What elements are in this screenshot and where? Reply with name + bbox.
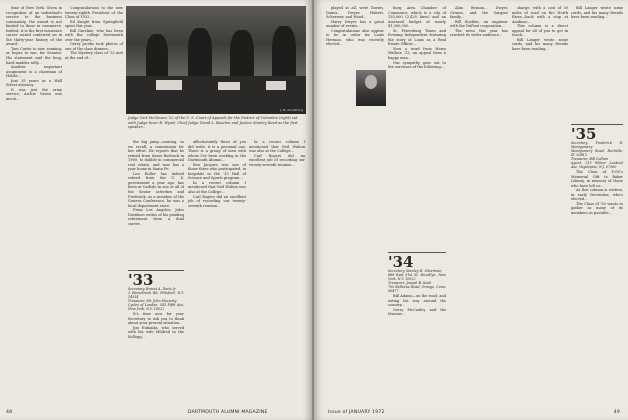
paragraph: Harry Dwyer has a great number of events... xyxy=(326,19,384,29)
paragraph: Carl Rogers did an excellent job of recording our twenty-seventh reunion... xyxy=(249,153,305,167)
paragraph: played at all, were Davies, Damiz, Dwyer, Hubert, Schermer, and Wood... xyxy=(326,6,384,20)
right-column-3 xyxy=(450,6,508,401)
right-column-5b xyxy=(571,170,623,402)
paragraph: Alan Benson... Dwyer, Grimes, and the Sargent family... xyxy=(450,6,508,20)
left-footer-title: DARTMOUTH ALUMNI MAGAZINE xyxy=(188,410,268,415)
class-secretary: Secretary, Frederick R. Montgomery xyxy=(571,141,623,149)
paragraph: It was just the army service, Archie Green was much... xyxy=(6,87,62,101)
paragraph: As this column is written, in early December, who's elected... xyxy=(571,188,623,202)
paragraph: Bill Langer wrote some cards, and his many friends have been reading... xyxy=(571,6,623,20)
paragraph: From Los Angeles, Jules Davidson writes of his pending retirement from a dual career... xyxy=(128,208,184,226)
left-column-2 xyxy=(65,6,123,401)
paragraph: Congratulations also appear to be in order for Louis Herman, who was recently elected... xyxy=(326,28,384,47)
right-column-5 xyxy=(571,6,623,120)
paragraph: The Class of '35 wants to gather as many of its members as possible... xyxy=(571,201,623,215)
right-page xyxy=(314,0,628,420)
class-address: 3 Stonebrook Rd, Pittsford, N.Y. 14534 xyxy=(128,291,184,299)
paragraph: burg Area Chamber of Commerce, which is a city of 135,000 (2,435 lines) and an assessed budget of nearly $1,300,000... xyxy=(388,6,446,29)
paragraph: Bill Adams—on the road, and eating his way around the country... xyxy=(388,294,446,308)
right-footer-title: Issue of JANUARY 1972 xyxy=(328,410,385,415)
class-agent-address: 700 Bellevue Road, Orange, Conn. 06477 xyxy=(388,285,446,293)
paragraph: Congratulations to the new twenty-eighth President of the Class of 1932... xyxy=(65,6,123,20)
paragraph: Ed Knight from Springfield spent this year... xyxy=(65,19,123,29)
paragraph: Bill Koehler, an engineer with the DuPont corporation... xyxy=(450,19,508,29)
paragraph: This column is a direct appeal for all of you to get in touch... xyxy=(512,24,568,38)
class-35-header xyxy=(571,122,623,169)
paragraph: The news this year has reached its wider audience... xyxy=(450,28,508,38)
paragraph: Tom Curtis is now running, or hopes to run, for Senator. His statement said the long, hard mudder rally... xyxy=(6,46,62,65)
paragraph: Lou Roller has indeed retired from the U. S. government a year ago, has been at Carlisle in one or all of the Senior activities and Frederick, as a member of the Geneva Conference, he was a local department store. xyxy=(128,171,184,208)
class-agent-address: Cycles of London, 543 Fifth Ave, New York, N.Y. 10022 xyxy=(128,303,184,311)
paragraph: Just 35 years as a Wall Street attorney. xyxy=(6,78,62,88)
paragraph: Bill Gorsline, who has been with the college Dartmouth over the years... xyxy=(65,28,123,42)
paragraph: Gerry Jacobs took photos of one of the class dinners... xyxy=(65,42,123,51)
left-column-4 xyxy=(188,140,246,402)
paragraph: affectionately three of you did write, it is a personal one. There is a group of men with whom I've been working in the Dartmouth Alumni... xyxy=(188,140,246,163)
paragraph: charge, with a cost of 30 miles of road on the North River—back with a stop at Anahuac... xyxy=(512,6,568,24)
right-column-2 xyxy=(388,6,446,246)
right-column-4 xyxy=(512,6,568,401)
class-agent: Treasurer, Bill Cullum xyxy=(571,157,608,161)
right-page-number: 49 xyxy=(613,410,620,415)
paragraph: The Mystery class of '32 met at the end of... xyxy=(65,51,123,61)
left-column-1 xyxy=(6,6,62,401)
left-page-number: 48 xyxy=(6,410,13,415)
photo-credit: J. B. Armstrong xyxy=(280,108,303,112)
paragraph: Now a word from Harry Wallace '33, an appeal from a happy man... xyxy=(388,46,446,61)
left-column-3b xyxy=(128,312,184,402)
paragraph: Another important assignment is a chairman of Hobbs... xyxy=(6,65,62,79)
class-agent: Treasurer, Joseph B. Kesh xyxy=(388,281,432,285)
right-column-1 xyxy=(326,6,384,401)
courtroom-photo xyxy=(126,6,306,114)
class-year: '35 xyxy=(571,125,597,143)
paragraph: In a recent column I mentioned that Ned Walton was also at the College... xyxy=(188,180,246,195)
paragraph: Jim Eubanks, who served with his wife Mildred in the Kellogg... xyxy=(128,325,184,339)
paragraph: the big jump—earning, so we recall, a commission for her effort. He reports that he retired from Sears Roebuck in 1969, to dabble in commercial real estate, and now has a year home in Santa Fe. xyxy=(128,140,184,172)
class-year: '34 xyxy=(388,253,414,271)
paragraph: Our sympathy goes out to the survivors of the following... xyxy=(388,60,446,70)
left-page xyxy=(0,0,312,420)
class-address: Montgomery Road, Rochelle, Ill. 60815 xyxy=(571,149,623,157)
class-agent-address: Agent, 215 Wilnor Lookout Ave. Vagelopiss, N.J. 07960 xyxy=(571,161,623,169)
paragraph: Gerry McCauley and the Masons... xyxy=(388,307,446,317)
paragraph: St. Petersburg Times and Evening Independent featuring the story of Louis as a Real Estate Officer... xyxy=(388,28,446,47)
paragraph: Ken Jacques was one of those three who participated, in hospitals in the '33 Hall of Science and Sports program... xyxy=(188,162,246,181)
class-secretary: Secretary, Stanley H. Silverman xyxy=(388,269,442,273)
class-year: '33 xyxy=(128,271,154,289)
paragraph: time of New York. Given in recognition of an individual's service to the business community, the award is not limited to those in commerce. Indeed, it is the first insurance career award conferred on in the thirty-year history of the award. xyxy=(6,6,62,47)
paragraph: Carl Rogers did an excellent job of recording our twenty-seventh reunion... xyxy=(188,194,246,208)
class-34-header xyxy=(388,250,446,293)
paragraph: Bill Langer wrote some cards, and his many friends have been reading... xyxy=(512,37,568,51)
left-column-3 xyxy=(128,140,184,265)
class-address: 888 East 91st St, Brooklyn, New York, N.Y. 10022 xyxy=(388,273,446,281)
class-secretary: Secretary, Ernest A. Davis Jr. xyxy=(128,287,177,291)
left-column-5 xyxy=(249,140,305,402)
paragraph: In a recent column I mentioned that Ned Walton was also at the College... xyxy=(249,140,305,154)
class-agent: Treasurer, Mr. John Moriarty xyxy=(128,299,177,303)
class-33-header xyxy=(128,268,184,311)
paragraph: The Class of 1935's Memorial Gift to Baker Library, in memory of those who have left us... xyxy=(571,170,623,188)
right-column-2b xyxy=(388,294,446,402)
louis-herman-portrait xyxy=(356,70,386,106)
paragraph: It's time now for your Secretary to ask you to think about your present situation... xyxy=(128,312,184,326)
photo-caption: Judge Carl McGowan '32 of the U. S. Court of Appeals for the District of Columbia (right) sat with Judge Inzer B. Wyatt, Chief Judge David L. Bazelon and Justice Stanley Reed as the first speaker... xyxy=(128,116,298,129)
